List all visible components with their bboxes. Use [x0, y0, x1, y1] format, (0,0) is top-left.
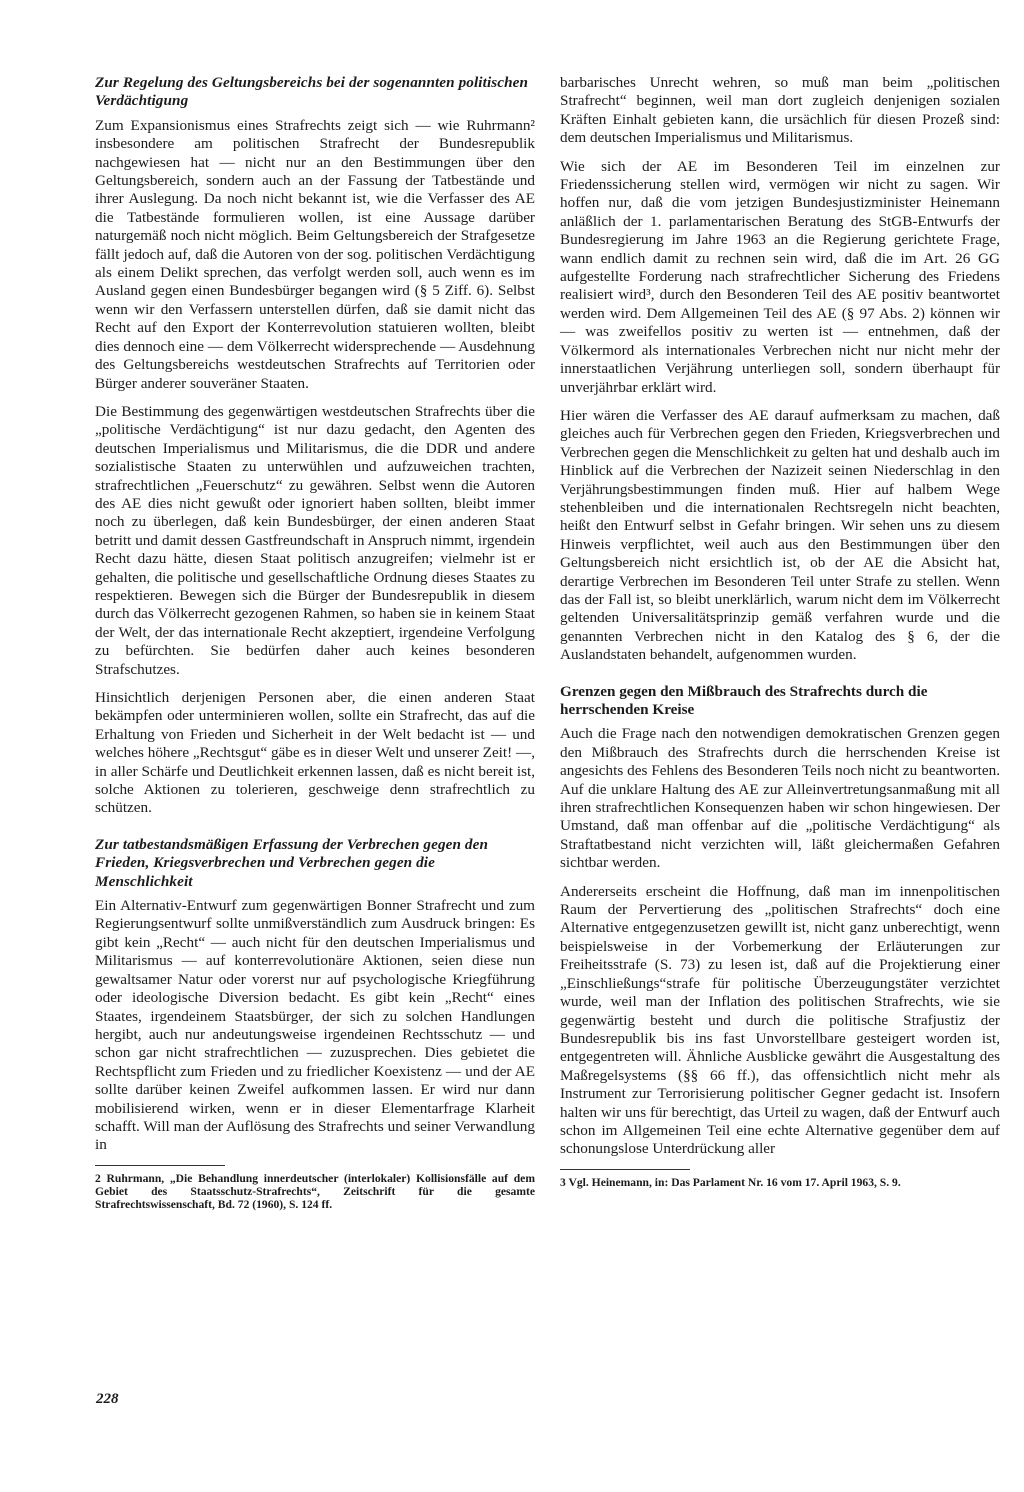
- footnote-2: 2 Ruhrmann, „Die Behandlung innerdeutscher (interlokaler) Kollisionsfälle auf dem Gebiet des Staatsschutz-Strafrechts“, Zeitschrift für die gesamte Strafrechtswissenschaft, Bd. 72 (1960), S. 124 ff.: [95, 1171, 535, 1212]
- paragraph: Hinsichtlich derjenigen Personen aber, die einen anderen Staat bekämpfen oder unterminieren wollen, sollte ein Strafrecht, das auf die Erhaltung von Frieden und Sicherheit in der Welt bedacht ist — und welches höhere „Rechtsgut“ gäbe es in dieser Welt und unserer Zeit! —, in aller Schärfe und Deutlichkeit erkennen lassen, daß es nicht bereit ist, solche Aktionen zu tolerieren, geschweige denn strafrechtlich zu schützen.: [95, 689, 535, 817]
- paragraph: Zum Expansionismus eines Strafrechts zeigt sich — wie Ruhrmann² insbesondere am politischen Strafrecht der Bundesrepublik nachgewiesen hat — nicht nur an den Bestimmungen über den Geltungsbereich, sondern auch an der Fassung der Tatbestände und ihrer Auslegung. Da noch nicht bekannt ist, wie die Verfasser des AE die Tatbestände formulieren wollen, ist eine Aussage darüber naturgemäß noch nicht möglich. Beim Geltungsbereich der Strafgesetze fällt jedoch auf, daß die Autoren von der sog. politischen Verdächtigung als einem Delikt sprechen, das verfolgt werden soll, auch wenn es im Ausland gegen einen Bundesbürger begangen wird (§ 5 Ziff. 6). Selbst wenn wir den Verfassern unterstellen dürfen, daß sie damit nicht das Recht auf den Export der Konterrevolution statuieren wollten, bleibt dies dennoch eine — dem Völkerrecht widersprechende — Ausdehnung des Geltungsbereichs westdeutschen Strafrechts auf Territorien oder Bürger anderer souveräner Staaten.: [95, 116, 535, 392]
- page-number: 228: [96, 1391, 119, 1407]
- section-heading-geltungsbereich: Zur Regelung des Geltungsbereichs bei der sogenannten politischen Verdächtigung: [95, 74, 529, 110]
- paragraph: Andererseits erscheint die Hoffnung, daß man im innenpolitischen Raum der Pervertierung des „politischen Strafrechts“ doch eine Alternative entgegenzusetzen gewillt ist, nicht ganz unberechtigt, wenn beispielsweise in der Vorbemerkung der Erläuterungen zur Freiheitsstrafe (S. 73) zu lesen ist, daß auf die Projektierung einer „Einschließungs“strafe für politische Überzeugungstäter verzichtet wurde, weil man der Inflation des politischen Strafrechts, wie sie gegenwärtig besteht und durch die politische Strafjustiz der Bundesrepublik bis ins fast Unvorstellbare gesteigert worden ist, entgegentreten will. Ähnliche Ausblicke gewährt die Ausgestaltung des Maßregelsystems (§§ 66 ff.), das offensichtlich nicht mehr als Instrument zur Terrorisierung politischer Gegner gedacht ist. Insofern halten wir uns für berechtigt, das Urteil zu wagen, daß der Entwurf auch schon im Allgemeinen Teil eine echte Alternative gegenüber dem auf schonungslose Unterdrückung aller: [560, 882, 1000, 1158]
- footnote-rule: [95, 1165, 225, 1166]
- section-heading-grenzen: Grenzen gegen den Mißbrauch des Strafrechts durch die herrschenden Kreise: [560, 682, 928, 718]
- paragraph: Wie sich der AE im Besonderen Teil im einzelnen zur Friedenssicherung stellen wird, vermögen wir nicht zu sagen. Wir hoffen nur, daß die vom jetzigen Bundesjustizminister Heinemann anläßlich der 1. parlamentarischen Beratung des StGB-Entwurfs der Bundesregierung im Jahre 1963 an die Regierung gerichtete Frage, wann endlich damit zu rechnen sein wird, daß die im Art. 26 GG aufgestellte Forderung nach strafrechtlicher Sicherung des Friedens realisiert wird³, durch den Besonderen Teil des AE positiv beantwortet werden wird. Dem Allgemeinen Teil des AE (§ 97 Abs. 2) können wir — was zweifellos positiv zu werten ist — entnehmen, daß der Völkermord als internationales Verbrechen nicht nur nicht mehr der innerstaatlichen Verjährung unterliegen soll, sondern überhaupt für unverjährbar erklärt wird.: [560, 157, 1000, 396]
- section-heading-tatbestand: Zur tatbestandsmäßigen Erfassung der Verbrechen gegen den Frieden, Kriegsverbrechen und Verbrechen gegen die Menschlichkeit: [95, 835, 489, 890]
- footnote-3: 3 Vgl. Heinemann, in: Das Parlament Nr. 16 vom 17. April 1963, S. 9.: [560, 1175, 901, 1189]
- footnote-rule: [560, 1169, 690, 1170]
- paragraph: Ein Alternativ-Entwurf zum gegenwärtigen Bonner Strafrecht und zum Regierungsentwurf sollte unmißverständlich zum Ausdruck bringen: Es gibt kein „Recht“ — auch nicht für den deutschen Imperialismus und Militarismus — auf konterrevolutionäre Aktionen, seien diese nun gewaltsamer Natur oder vorerst nur auf psychologische Kriegführung oder ideologische Diversion bedacht. Es gibt kein „Recht“ eines Staates, irgendeinem Staatsbürger, der sich zu solchen Handlungen hergibt, auch nur andeutungsweise irgendeinen Rechtsschutz — und schon gar nicht strafrechtlichen — zuzusprechen. Dies gebietet die Rechtspflicht zum Frieden und zu friedlicher Koexistenz — und der AE sollte darüber keinen Zweifel aufkommen lassen. Er wird nur dann mobilisierend wirken, wenn er in dieser Elementarfrage Klarheit schafft. Will man der Auflösung des Strafrechts und seiner Verwandlung in: [95, 897, 535, 1154]
- paragraph: Die Bestimmung des gegenwärtigen westdeutschen Strafrechts über die „politische Verdächtigung“ ist nur dazu gedacht, den Agenten des deutschen Imperialismus und Militarismus, die die DDR und andere sozialistische Staaten zu unterwühlen und aufzuweichen trachten, strafrechtlichen „Feuerschutz“ zu gewähren. Selbst wenn die Autoren des AE dies nicht gewußt oder ignoriert haben sollten, bleibt immer noch zu überlegen, daß kein Bundesbürger, der einen anderen Staat betritt und damit dessen Gastfreundschaft in Anspruch nimmt, irgendein Recht dazu hätte, diesen Staat politisch anzugreifen; vielmehr ist er gehalten, die politische und gesellschaftliche Ordnung dieses Staates zu respektieren. Bewegen sich die Bürger der Bundesrepublik in diesem durch das Völkerrecht gezogenen Rahmen, so haben sie in keinem Staat der Welt, der das internationale Recht akzeptiert, irgendeine Verfolgung zu befürchten. Sie bedürfen daher auch keines besonderen Strafschutzes.: [95, 402, 535, 678]
- paragraph: barbarisches Unrecht wehren, so muß man beim „politischen Strafrecht“ beginnen, weil man dort zugleich denjenigen sozialen Kräften Einhalt gebieten kann, die ursächlich für diesen Prozeß sind: dem deutschen Imperialismus und Militarismus.: [560, 74, 1000, 147]
- right-column: [560, 74, 1000, 1189]
- left-column: [95, 74, 535, 1211]
- paragraph: Auch die Frage nach den notwendigen demokratischen Grenzen gegen den Mißbrauch des Strafrechts durch die herrschenden Kreise ist angesichts des Fehlens des Besonderen Teils noch nicht zu beantworten. Auf die unklare Haltung des AE zur Alleinvertretungsanmaßung mit all ihren strafrechtlichen Konsequenzen haben wir schon hingewiesen. Der Umstand, daß man offenbar auf die „politische Verdächtigung“ als Straftatbestand nicht verzichten will, läßt gleichermaßen Gefahren sichtbar werden.: [560, 725, 1000, 872]
- paragraph: Hier wären die Verfasser des AE darauf aufmerksam zu machen, daß gleiches auch für Verbrechen gegen den Frieden, Kriegsverbrechen und Verbrechen gegen die Menschlichkeit zu gelten hat und deshalb auch im Hinblick auf die Verbrechen der Nazizeit seinen Niederschlag in den Verjährungsbestimmungen finden muß. Hier auf halbem Wege stehenbleiben und die internationalen Rechtsregeln nicht beachten, heißt den Entwurf selbst in Gefahr bringen. Wir sehen uns zu diesem Hinweis verpflichtet, weil auch aus den Bestimmungen über den Geltungsbereich nicht ersichtlich ist, ob der AE die Absicht hat, derartige Verbrechen im Besonderen Teil unter Strafe zu stellen. Wenn das der Fall ist, so bleibt unerklärlich, warum nicht dem im Völkerrecht geltenden Universalitätsprinzip gemäß verfahren wurde und die genannten Verbrechen nicht in den Katalog des § 6, der die Auslandstaten behandelt, aufgenommen wurden.: [560, 406, 1000, 664]
